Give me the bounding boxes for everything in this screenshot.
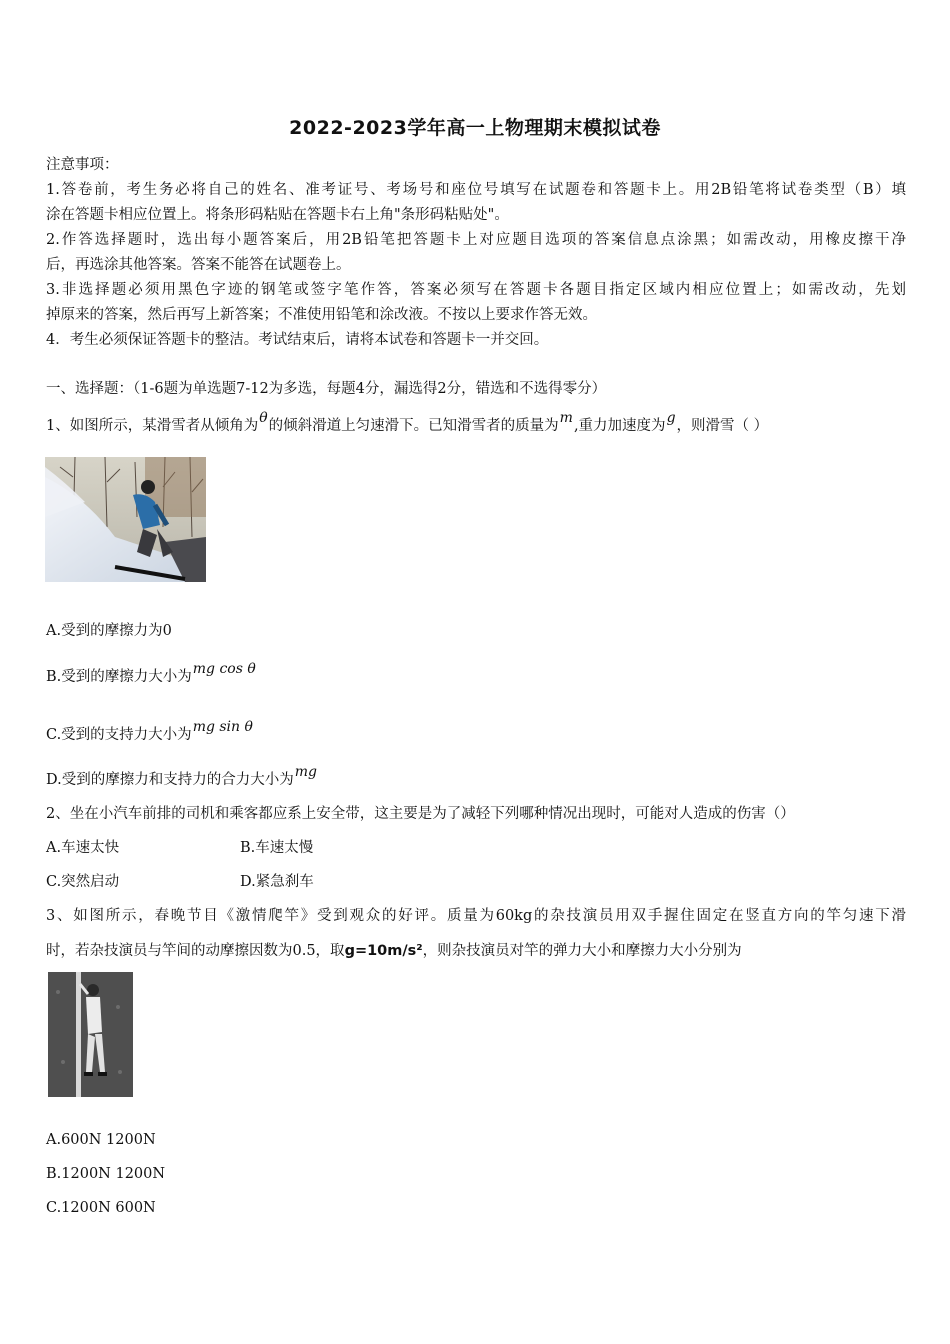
q3-stem-line-2: 时，若杂技演员与竿间的动摩擦因数为0.5，取g=10m/s²，则杂技演员对竿的弹力大小和摩擦力大小分别为 xyxy=(46,943,742,959)
q3-option-b: B.1200N 1200N xyxy=(46,1166,166,1182)
skier-photo xyxy=(45,457,206,582)
notice-line-3b: 掉原来的答案，然后再写上新答案；不准使用铅笔和涂改液。不按以上要求作答无效。 xyxy=(46,307,597,323)
q3-stem-line-1: 3、如图所示，春晚节目《激情爬竿》受到观众的好评。质量为60kg的杂技演员用双手握住固定在竖直方向的竿匀速下滑 xyxy=(46,908,906,924)
q1-d-math: mg xyxy=(294,764,317,780)
pole-climber-illustration xyxy=(48,972,133,1097)
q1-c-math: mg sin θ xyxy=(192,719,253,735)
q3-option-a: A.600N 1200N xyxy=(46,1132,156,1148)
q1-option-b: B.受到的摩擦力大小为mg cos θ xyxy=(46,661,256,685)
gravity-symbol: g xyxy=(666,410,676,426)
notice-line-4: 4．考生必须保证答题卡的整洁。考试结束后，请将本试卷和答题卡一并交回。 xyxy=(46,332,549,348)
notice-heading: 注意事项： xyxy=(46,157,119,173)
notice-line-1b: 涂在答题卡相应位置上。将条形码粘贴在答题卡右上角"条形码粘贴处"。 xyxy=(46,207,509,223)
q2-option-c: C.突然启动 xyxy=(46,874,120,890)
q1-b-math: mg cos θ xyxy=(192,661,256,677)
q1-option-d: D.受到的摩擦力和支持力的合力大小为mg xyxy=(46,764,317,788)
notice-line-2a: 2.作答选择题时，选出每小题答案后，用2B铅笔把答题卡上对应题目选项的答案信息点涂黑；如需改动，用橡皮擦干净 xyxy=(46,232,906,248)
notice-line-1a: 1.答卷前，考生务必将自己的姓名、准考证号、考场号和座位号填写在试题卷和答题卡上。用2B铅笔将试卷类型（B）填 xyxy=(46,182,906,198)
skier-illustration xyxy=(45,457,206,582)
q2-option-b: B.车速太慢 xyxy=(240,840,314,856)
pole-climber-photo xyxy=(48,972,133,1097)
section-heading: 一、选择题：（1-6题为单选题7-12为多选，每题4分，漏选得2分，错选和不选得零分） xyxy=(46,381,607,397)
q1-option-c: C.受到的支持力大小为mg sin θ xyxy=(46,719,253,743)
notice-line-2b: 后，再选涂其他答案。答案不能答在试题卷上。 xyxy=(46,257,351,273)
q2-option-a: A.车速太快 xyxy=(46,840,120,856)
q1-stem: 1、如图所示，某滑雪者从倾角为θ的倾斜滑道上匀速滑下。已知滑雪者的质量为m,重力加速度为g，则滑雪（ ） xyxy=(46,410,769,434)
q1-option-a: A.受到的摩擦力为0 xyxy=(46,623,172,639)
page-title: 2022-2023学年高一上物理期末模拟试卷 xyxy=(289,117,661,139)
q2-option-d: D.紧急刹车 xyxy=(240,874,314,890)
q3-gravity-expr: g=10m/s² xyxy=(344,943,423,959)
theta-symbol: θ xyxy=(259,410,268,426)
q2-stem: 2、坐在小汽车前排的司机和乘客都应系上安全带，这主要是为了减轻下列哪种情况出现时，可能对人造成的伤害（） xyxy=(46,806,795,822)
notice-line-3a: 3.非选择题必须用黑色字迹的钢笔或签字笔作答，答案必须写在答题卡各题目指定区域内相应位置上；如需改动，先划 xyxy=(46,282,906,298)
mass-symbol: m xyxy=(559,410,573,426)
q3-option-c: C.1200N 600N xyxy=(46,1200,156,1216)
